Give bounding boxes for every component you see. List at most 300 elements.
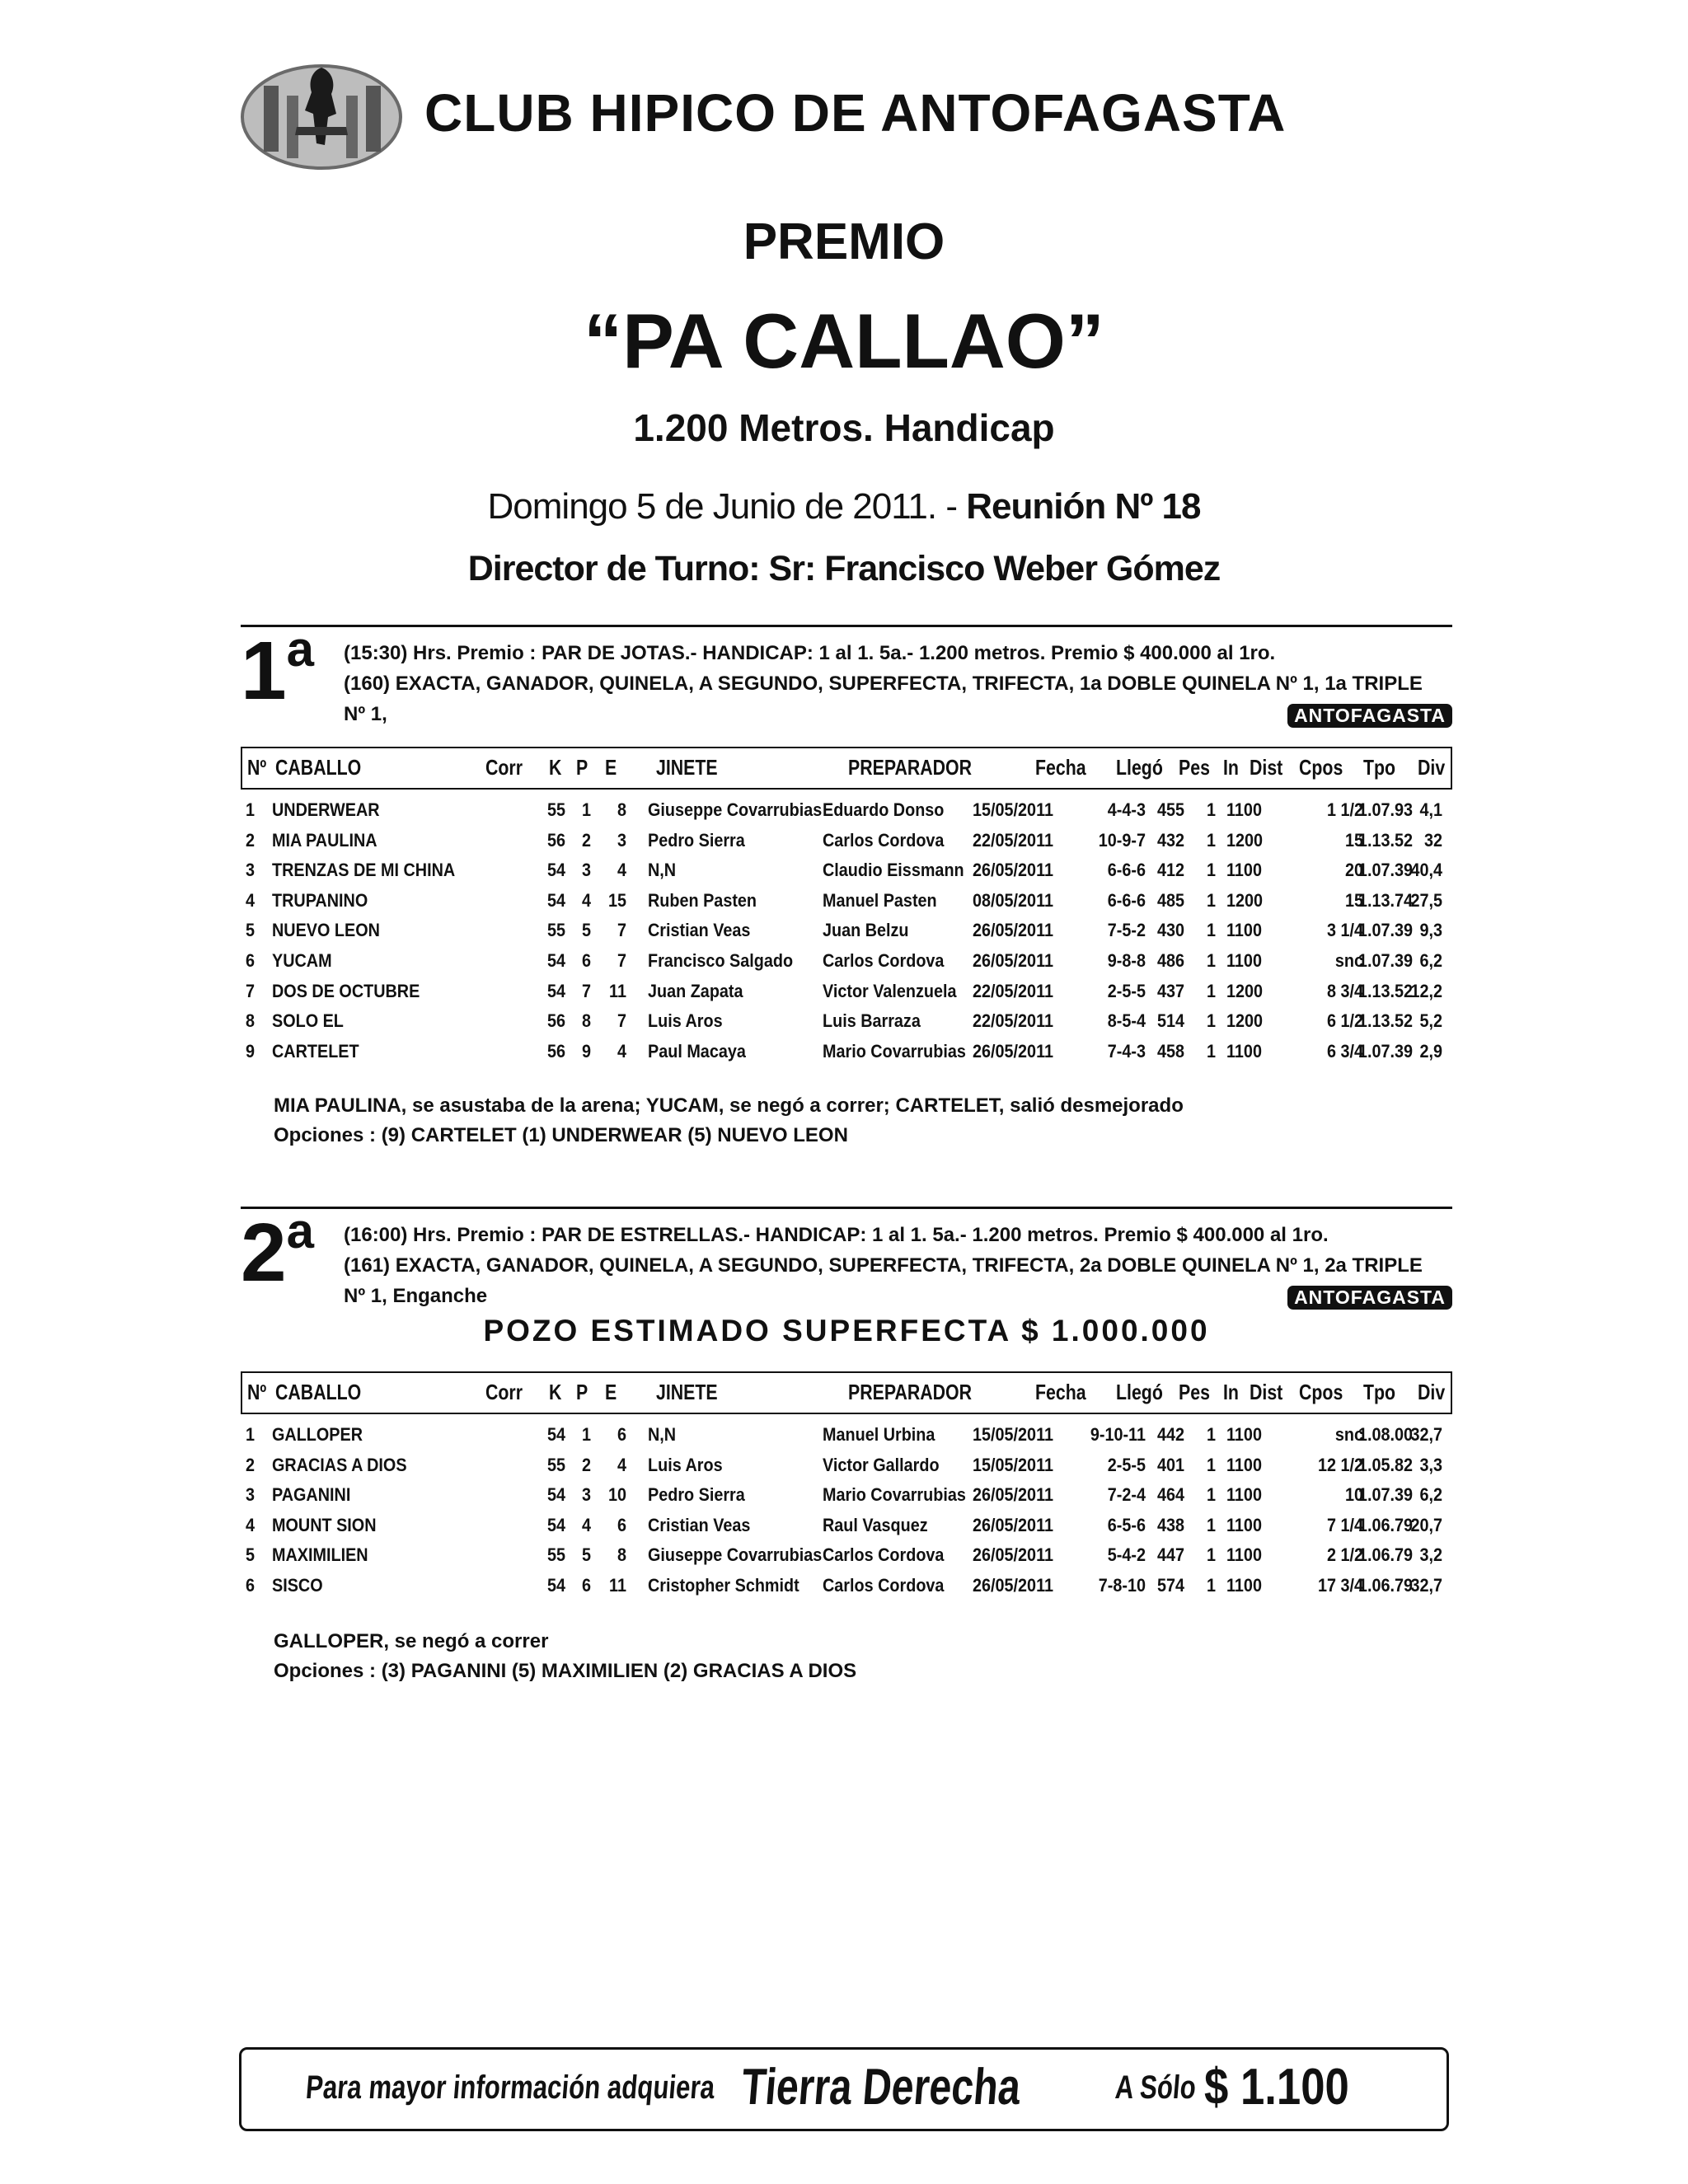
column-header: Div	[1418, 755, 1446, 780]
cell-jinete: Pedro Sierra	[648, 829, 745, 851]
cell-pes: 485	[1157, 889, 1185, 911]
cell-caballo: SOLO EL	[272, 1010, 344, 1032]
column-header: CABALLO	[275, 1380, 362, 1404]
cell-in: 1	[1207, 1454, 1217, 1475]
cell-fecha: 15/05/2011	[973, 1424, 1054, 1445]
cell-in: 1	[1207, 1544, 1217, 1566]
table-row	[241, 1515, 1452, 1545]
race-1-section	[241, 621, 1452, 1160]
cell-n: 5	[246, 920, 256, 941]
cell-e: 7	[617, 950, 626, 971]
cell-jinete: Cristian Veas	[648, 1514, 751, 1535]
cell-div: 32	[1423, 829, 1442, 851]
race-date: Domingo 5 de Junio de 2011. -	[487, 486, 957, 527]
cell-div: 6,2	[1419, 1484, 1442, 1506]
cell-cpos: 15	[1344, 829, 1363, 851]
cell-in: 1	[1207, 920, 1217, 941]
cell-preparador: Victor Valenzuela	[823, 980, 957, 1001]
cell-dist: 1100	[1226, 1514, 1262, 1535]
cell-tpo: 1.07.39	[1357, 1484, 1413, 1506]
cell-llego: 2-5-5	[1107, 1454, 1146, 1475]
cell-llego: 6-6-6	[1107, 860, 1146, 881]
antofagasta-badge: ANTOFAGASTA	[1287, 1286, 1452, 1310]
cell-div: 2,9	[1419, 1040, 1442, 1062]
cell-in: 1	[1207, 829, 1217, 851]
cell-k: 56	[547, 1040, 566, 1062]
cell-cpos: 15	[1344, 889, 1363, 911]
table-row	[241, 1424, 1452, 1455]
cell-n: 3	[246, 1484, 256, 1506]
cell-llego: 9-10-11	[1090, 1424, 1146, 1445]
cell-preparador: Raul Vasquez	[823, 1514, 928, 1535]
cell-n: 1	[246, 799, 256, 820]
cell-fecha: 22/05/2011	[973, 980, 1054, 1001]
cell-caballo: TRENZAS DE MI CHINA	[272, 860, 456, 881]
race-info-line1: (15:30) Hrs. Premio : PAR DE JOTAS.- HANDICAP: 1 al 1. 5a.- 1.200 metros. Premio $ 400.000 al 1ro.	[344, 642, 1276, 664]
cell-fecha: 22/05/2011	[973, 1010, 1054, 1032]
footer-text: Para mayor información adquiera	[304, 2069, 716, 2106]
cell-dist: 1200	[1226, 889, 1264, 911]
cell-cpos: 12 1/2	[1317, 1454, 1363, 1475]
cell-e: 15	[607, 889, 626, 911]
cell-e: 6	[617, 1514, 626, 1535]
cell-caballo: UNDERWEAR	[272, 799, 380, 820]
cell-preparador: Mario Covarrubias	[823, 1484, 966, 1506]
cell-e: 10	[607, 1484, 626, 1506]
cell-jinete: Ruben Pasten	[648, 889, 757, 911]
table-row	[241, 1041, 1452, 1071]
cell-pes: 455	[1157, 799, 1185, 820]
cell-llego: 8-5-4	[1107, 1010, 1146, 1032]
cell-div: 9,3	[1419, 920, 1442, 941]
cell-k: 56	[547, 1010, 566, 1032]
cell-preparador: Carlos Cordova	[823, 1544, 945, 1566]
cell-div: 27,5	[1410, 889, 1442, 911]
cell-tpo: 1.13.52	[1357, 1010, 1413, 1032]
cell-n: 2	[246, 829, 256, 851]
cell-p: 8	[582, 1010, 592, 1032]
cell-tpo: 1.13.52	[1357, 829, 1413, 851]
cell-dist: 1200	[1226, 829, 1264, 851]
cell-jinete: Pedro Sierra	[648, 1484, 745, 1506]
cell-n: 6	[246, 1575, 256, 1596]
cell-k: 54	[547, 950, 566, 971]
footer-a-solo: A Sólo	[1114, 2069, 1198, 2106]
cell-preparador: Carlos Cordova	[823, 1575, 945, 1596]
cell-p: 5	[582, 1544, 592, 1566]
club-name: CLUB HIPICO DE ANTOFAGASTA	[424, 83, 1287, 143]
cell-tpo: 1.06.79	[1357, 1544, 1413, 1566]
column-header: JINETE	[656, 1380, 718, 1404]
cell-n: 4	[246, 1514, 256, 1535]
cell-caballo: MIA PAULINA	[272, 829, 377, 851]
cell-caballo: PAGANINI	[272, 1484, 351, 1506]
reunion-number: Reunión Nº 18	[966, 486, 1201, 527]
cell-dist: 1100	[1226, 1544, 1262, 1566]
cell-dist: 1200	[1226, 980, 1264, 1001]
cell-jinete: N,N	[648, 860, 677, 881]
cell-in: 1	[1207, 950, 1217, 971]
cell-p: 6	[582, 1575, 592, 1596]
table-header	[241, 747, 1452, 790]
cell-tpo: 1.13.52	[1357, 980, 1413, 1001]
cell-caballo: YUCAM	[272, 950, 332, 971]
cell-tpo: 1.07.39	[1357, 920, 1413, 941]
race-options: Opciones : (3) PAGANINI (5) MAXIMILIEN (2) GRACIAS A DIOS	[274, 1660, 857, 1682]
race-2-section	[241, 1203, 1452, 1701]
cell-div: 20,7	[1410, 1514, 1442, 1535]
cell-n: 1	[246, 1424, 256, 1445]
cell-caballo: TRUPANINO	[272, 889, 368, 911]
cell-cpos: 20	[1344, 860, 1363, 881]
table-row	[241, 799, 1452, 830]
table-row	[241, 1010, 1452, 1041]
cell-in: 1	[1207, 980, 1217, 1001]
cell-in: 1	[1207, 1424, 1217, 1445]
cell-tpo: 1.06.79	[1357, 1514, 1413, 1535]
cell-llego: 7-8-10	[1098, 1575, 1146, 1596]
race-divider	[241, 1207, 1452, 1209]
cell-caballo: NUEVO LEON	[272, 920, 380, 941]
cell-pes: 438	[1157, 1514, 1185, 1535]
cell-pes: 574	[1157, 1575, 1185, 1596]
race-info-line2: (160) EXACTA, GANADOR, QUINELA, A SEGUNDO, SUPERFECTA, TRIFECTA, 1a DOBLE QUINELA Nº 1, 1a TRIPLE	[344, 673, 1423, 695]
cell-in: 1	[1207, 1010, 1217, 1032]
cell-div: 40,4	[1410, 860, 1442, 881]
cell-llego: 6-5-6	[1107, 1514, 1146, 1535]
cell-jinete: Paul Macaya	[648, 1040, 746, 1062]
cell-jinete: N,N	[648, 1424, 677, 1445]
cell-tpo: 1.06.79	[1357, 1575, 1413, 1596]
cell-caballo: DOS DE OCTUBRE	[272, 980, 420, 1001]
cell-e: 4	[617, 1454, 626, 1475]
cell-e: 3	[617, 829, 626, 851]
race-info-line3: Nº 1,	[344, 703, 387, 725]
cell-llego: 7-4-3	[1107, 1040, 1146, 1062]
cell-div: 12,2	[1410, 980, 1442, 1001]
cell-e: 8	[617, 1544, 626, 1566]
column-header: Tpo	[1363, 755, 1396, 780]
cell-cpos: 10	[1344, 1484, 1363, 1506]
cell-in: 1	[1207, 1040, 1217, 1062]
cell-in: 1	[1207, 1484, 1217, 1506]
race-info-line1: (16:00) Hrs. Premio : PAR DE ESTRELLAS.- HANDICAP: 1 al 1. 5a.- 1.200 metros. Premio $ 400.000 al 1ro.	[344, 1224, 1329, 1246]
column-header: Fecha	[1035, 755, 1086, 780]
cell-k: 54	[547, 1514, 566, 1535]
cell-p: 7	[582, 980, 592, 1001]
cell-k: 55	[547, 1454, 566, 1475]
cell-in: 1	[1207, 1575, 1217, 1596]
cell-e: 7	[617, 920, 626, 941]
cell-dist: 1100	[1226, 1040, 1262, 1062]
cell-preparador: Manuel Urbina	[823, 1424, 935, 1445]
footer-banner	[239, 2047, 1449, 2131]
cell-cpos: 2 1/2	[1326, 1544, 1363, 1566]
column-header: Tpo	[1363, 1380, 1396, 1404]
cell-dist: 1100	[1226, 799, 1262, 820]
table-row	[241, 830, 1452, 860]
cell-in: 1	[1207, 1514, 1217, 1535]
cell-pes: 514	[1157, 1010, 1185, 1032]
cell-dist: 1100	[1226, 1575, 1262, 1596]
cell-jinete: Luis Aros	[648, 1454, 723, 1475]
cell-preparador: Carlos Cordova	[823, 950, 945, 971]
cell-jinete: Cristopher Schmidt	[648, 1575, 799, 1596]
table-row	[241, 981, 1452, 1011]
cell-k: 54	[547, 980, 566, 1001]
cell-fecha: 26/05/2011	[973, 1040, 1054, 1062]
column-header: E	[605, 1380, 617, 1404]
column-header: Dist	[1250, 755, 1283, 780]
column-header: Pes	[1179, 1380, 1210, 1404]
cell-llego: 2-5-5	[1107, 980, 1146, 1001]
race-info	[344, 638, 1452, 729]
cell-caballo: GRACIAS A DIOS	[272, 1454, 407, 1475]
cell-fecha: 26/05/2011	[973, 920, 1054, 941]
cell-pes: 486	[1157, 950, 1185, 971]
race-info-line3: Nº 1, Enganche	[344, 1285, 488, 1307]
cell-div: 32,7	[1410, 1424, 1442, 1445]
footer-price: $ 1.100	[1204, 2059, 1349, 2116]
column-header: In	[1223, 1380, 1239, 1404]
cell-pes: 412	[1157, 860, 1185, 881]
cell-dist: 1100	[1226, 1484, 1262, 1506]
cell-div: 5,2	[1419, 1010, 1442, 1032]
cell-dist: 1100	[1226, 950, 1262, 971]
cell-dist: 1100	[1226, 1424, 1262, 1445]
cell-n: 9	[246, 1040, 256, 1062]
cell-k: 54	[547, 889, 566, 911]
cell-cpos: snc	[1334, 950, 1363, 971]
cell-p: 6	[582, 950, 592, 971]
column-header: Nº	[247, 1380, 267, 1404]
table-row	[241, 920, 1452, 950]
race-distance: 1.200 Metros. Handicap	[633, 406, 1055, 449]
cell-k: 54	[547, 860, 566, 881]
cell-p: 2	[582, 1454, 592, 1475]
cell-preparador: Manuel Pasten	[823, 889, 937, 911]
cell-div: 3,3	[1419, 1454, 1442, 1475]
cell-preparador: Claudio Eissmann	[823, 860, 964, 881]
race-note: MIA PAULINA, se asustaba de la arena; YUCAM, se negó a correr; CARTELET, salió desmejorado	[274, 1094, 1184, 1117]
cell-caballo: MAXIMILIEN	[272, 1544, 368, 1566]
cell-llego: 10-9-7	[1098, 829, 1146, 851]
cell-preparador: Eduardo Donso	[823, 799, 945, 820]
cell-jinete: Giuseppe Covarrubias	[648, 799, 823, 820]
table-row	[241, 1484, 1452, 1515]
cell-fecha: 26/05/2011	[973, 860, 1054, 881]
cell-pes: 430	[1157, 920, 1185, 941]
race-info	[344, 1220, 1452, 1311]
column-header: P	[576, 755, 588, 780]
cell-cpos: 6 3/4	[1326, 1040, 1363, 1062]
cell-p: 3	[582, 860, 592, 881]
table-row	[241, 950, 1452, 981]
cell-p: 4	[582, 889, 592, 911]
cell-tpo: 1.07.39	[1357, 860, 1413, 881]
cell-fecha: 15/05/2011	[973, 1454, 1054, 1475]
cell-cpos: 8 3/4	[1326, 980, 1363, 1001]
race-number: 2$^a$	[241, 1203, 314, 1299]
cell-dist: 1100	[1226, 860, 1262, 881]
column-header: K	[549, 755, 562, 780]
cell-llego: 5-4-2	[1107, 1544, 1146, 1566]
table-row	[241, 860, 1452, 890]
cell-n: 2	[246, 1454, 256, 1475]
table-row	[241, 1544, 1452, 1575]
cell-in: 1	[1207, 889, 1217, 911]
cell-p: 2	[582, 829, 592, 851]
cell-n: 6	[246, 950, 256, 971]
cell-llego: 9-8-8	[1107, 950, 1146, 971]
race-info-line2: (161) EXACTA, GANADOR, QUINELA, A SEGUNDO, SUPERFECTA, TRIFECTA, 2a DOBLE QUINELA Nº 1, 2a TRIPLE	[344, 1254, 1423, 1277]
cell-k: 55	[547, 799, 566, 820]
cell-caballo: SISCO	[272, 1575, 323, 1596]
cell-preparador: Carlos Cordova	[823, 829, 945, 851]
cell-p: 1	[582, 799, 592, 820]
cell-n: 4	[246, 889, 256, 911]
cell-preparador: Victor Gallardo	[823, 1454, 940, 1475]
cell-p: 5	[582, 920, 592, 941]
column-header: Dist	[1250, 1380, 1283, 1404]
race-date-line	[0, 486, 1688, 527]
cell-fecha: 22/05/2011	[973, 829, 1054, 851]
cell-cpos: snc	[1334, 1424, 1363, 1445]
antofagasta-badge: ANTOFAGASTA	[1287, 704, 1452, 728]
cell-preparador: Luis Barraza	[823, 1010, 921, 1032]
cell-pes: 432	[1157, 829, 1185, 851]
cell-e: 11	[609, 980, 626, 1001]
cell-n: 8	[246, 1010, 256, 1032]
cell-fecha: 26/05/2011	[973, 950, 1054, 971]
cell-tpo: 1.07.39	[1357, 1040, 1413, 1062]
cell-llego: 7-2-4	[1107, 1484, 1146, 1506]
cell-in: 1	[1207, 860, 1217, 881]
cell-cpos: 7 1/4	[1326, 1514, 1363, 1535]
cell-fecha: 26/05/2011	[973, 1514, 1054, 1535]
cell-tpo: 1.05.82	[1357, 1454, 1413, 1475]
cell-fecha: 15/05/2011	[973, 799, 1054, 820]
cell-preparador: Juan Belzu	[823, 920, 909, 941]
cell-caballo: GALLOPER	[272, 1424, 363, 1445]
column-header: Cpos	[1299, 755, 1343, 780]
cell-e: 4	[617, 1040, 626, 1062]
cell-fecha: 26/05/2011	[973, 1575, 1054, 1596]
race-name: “PA CALLAO”	[584, 298, 1104, 384]
cell-k: 55	[547, 920, 566, 941]
column-header: PREPARADOR	[848, 755, 973, 780]
cell-llego: 7-5-2	[1107, 920, 1146, 941]
cell-fecha: 26/05/2011	[973, 1544, 1054, 1566]
table-header	[241, 1371, 1452, 1414]
cell-dist: 1100	[1226, 1454, 1262, 1475]
cell-cpos: 1 1/2	[1326, 799, 1363, 820]
cell-k: 55	[547, 1544, 566, 1566]
column-header: Corr	[485, 1380, 523, 1404]
cell-k: 54	[547, 1484, 566, 1506]
cell-k: 54	[547, 1424, 566, 1445]
pozo-estimado: POZO ESTIMADO SUPERFECTA $ 1.000.000	[483, 1314, 1210, 1347]
cell-tpo: 1.07.39	[1357, 950, 1413, 971]
column-header: PREPARADOR	[848, 1380, 973, 1404]
cell-k: 54	[547, 1575, 566, 1596]
cell-in: 1	[1207, 799, 1217, 820]
footer-publication: Tierra Derecha	[739, 2059, 1023, 2116]
cell-jinete: Giuseppe Covarrubias	[648, 1544, 823, 1566]
cell-p: 9	[582, 1040, 592, 1062]
race-number: 1$^a$	[241, 621, 314, 717]
column-header: Pes	[1179, 755, 1210, 780]
race-divider	[241, 625, 1452, 627]
column-header: P	[576, 1380, 588, 1404]
cell-fecha: 26/05/2011	[973, 1484, 1054, 1506]
cell-jinete: Juan Zapata	[648, 980, 743, 1001]
cell-dist: 1100	[1226, 920, 1262, 941]
table-row	[241, 1455, 1452, 1485]
cell-jinete: Cristian Veas	[648, 920, 751, 941]
cell-tpo: 1.07.93	[1357, 799, 1413, 820]
column-header: Corr	[485, 755, 523, 780]
cell-e: 11	[609, 1575, 626, 1596]
column-header: E	[605, 755, 617, 780]
column-header: Cpos	[1299, 1380, 1343, 1404]
cell-cpos: 6 1/2	[1326, 1010, 1363, 1032]
race-note: GALLOPER, se negó a correr	[274, 1630, 549, 1652]
cell-n: 5	[246, 1544, 256, 1566]
cell-n: 3	[246, 860, 256, 881]
column-header: Llegó	[1116, 1380, 1163, 1404]
cell-div: 32,7	[1410, 1575, 1442, 1596]
column-header: Llegó	[1116, 755, 1163, 780]
cell-jinete: Luis Aros	[648, 1010, 723, 1032]
director-line: Director de Turno: Sr: Francisco Weber Gómez	[467, 549, 1221, 588]
cell-e: 7	[617, 1010, 626, 1032]
club-logo	[239, 53, 404, 176]
cell-e: 6	[617, 1424, 626, 1445]
table-row	[241, 1575, 1452, 1605]
race-options: Opciones : (9) CARTELET (1) UNDERWEAR (5) NUEVO LEON	[274, 1124, 848, 1146]
column-header: JINETE	[656, 755, 718, 780]
cell-pes: 447	[1157, 1544, 1185, 1566]
cell-e: 4	[617, 860, 626, 881]
cell-div: 4,1	[1419, 799, 1442, 820]
cell-p: 3	[582, 1484, 592, 1506]
column-header: K	[549, 1380, 562, 1404]
cell-div: 3,2	[1419, 1544, 1442, 1566]
column-header: In	[1223, 755, 1239, 780]
cell-cpos: 17 3/4	[1317, 1575, 1363, 1596]
cell-div: 6,2	[1419, 950, 1442, 971]
premio-label: PREMIO	[743, 213, 945, 270]
column-header: Div	[1418, 1380, 1446, 1404]
cell-caballo: MOUNT SION	[272, 1514, 377, 1535]
cell-preparador: Mario Covarrubias	[823, 1040, 966, 1062]
cell-dist: 1200	[1226, 1010, 1264, 1032]
cell-tpo: 1.13.74	[1357, 889, 1413, 911]
cell-pes: 442	[1157, 1424, 1185, 1445]
cell-llego: 4-4-3	[1107, 799, 1146, 820]
cell-e: 8	[617, 799, 626, 820]
cell-pes: 401	[1157, 1454, 1185, 1475]
cell-p: 1	[582, 1424, 592, 1445]
table-row	[241, 890, 1452, 921]
cell-cpos: 3 1/4	[1326, 920, 1363, 941]
cell-tpo: 1.08.00	[1357, 1424, 1413, 1445]
cell-llego: 6-6-6	[1107, 889, 1146, 911]
column-header: CABALLO	[275, 755, 362, 780]
cell-pes: 464	[1157, 1484, 1185, 1506]
chha-logo-icon	[239, 53, 404, 176]
